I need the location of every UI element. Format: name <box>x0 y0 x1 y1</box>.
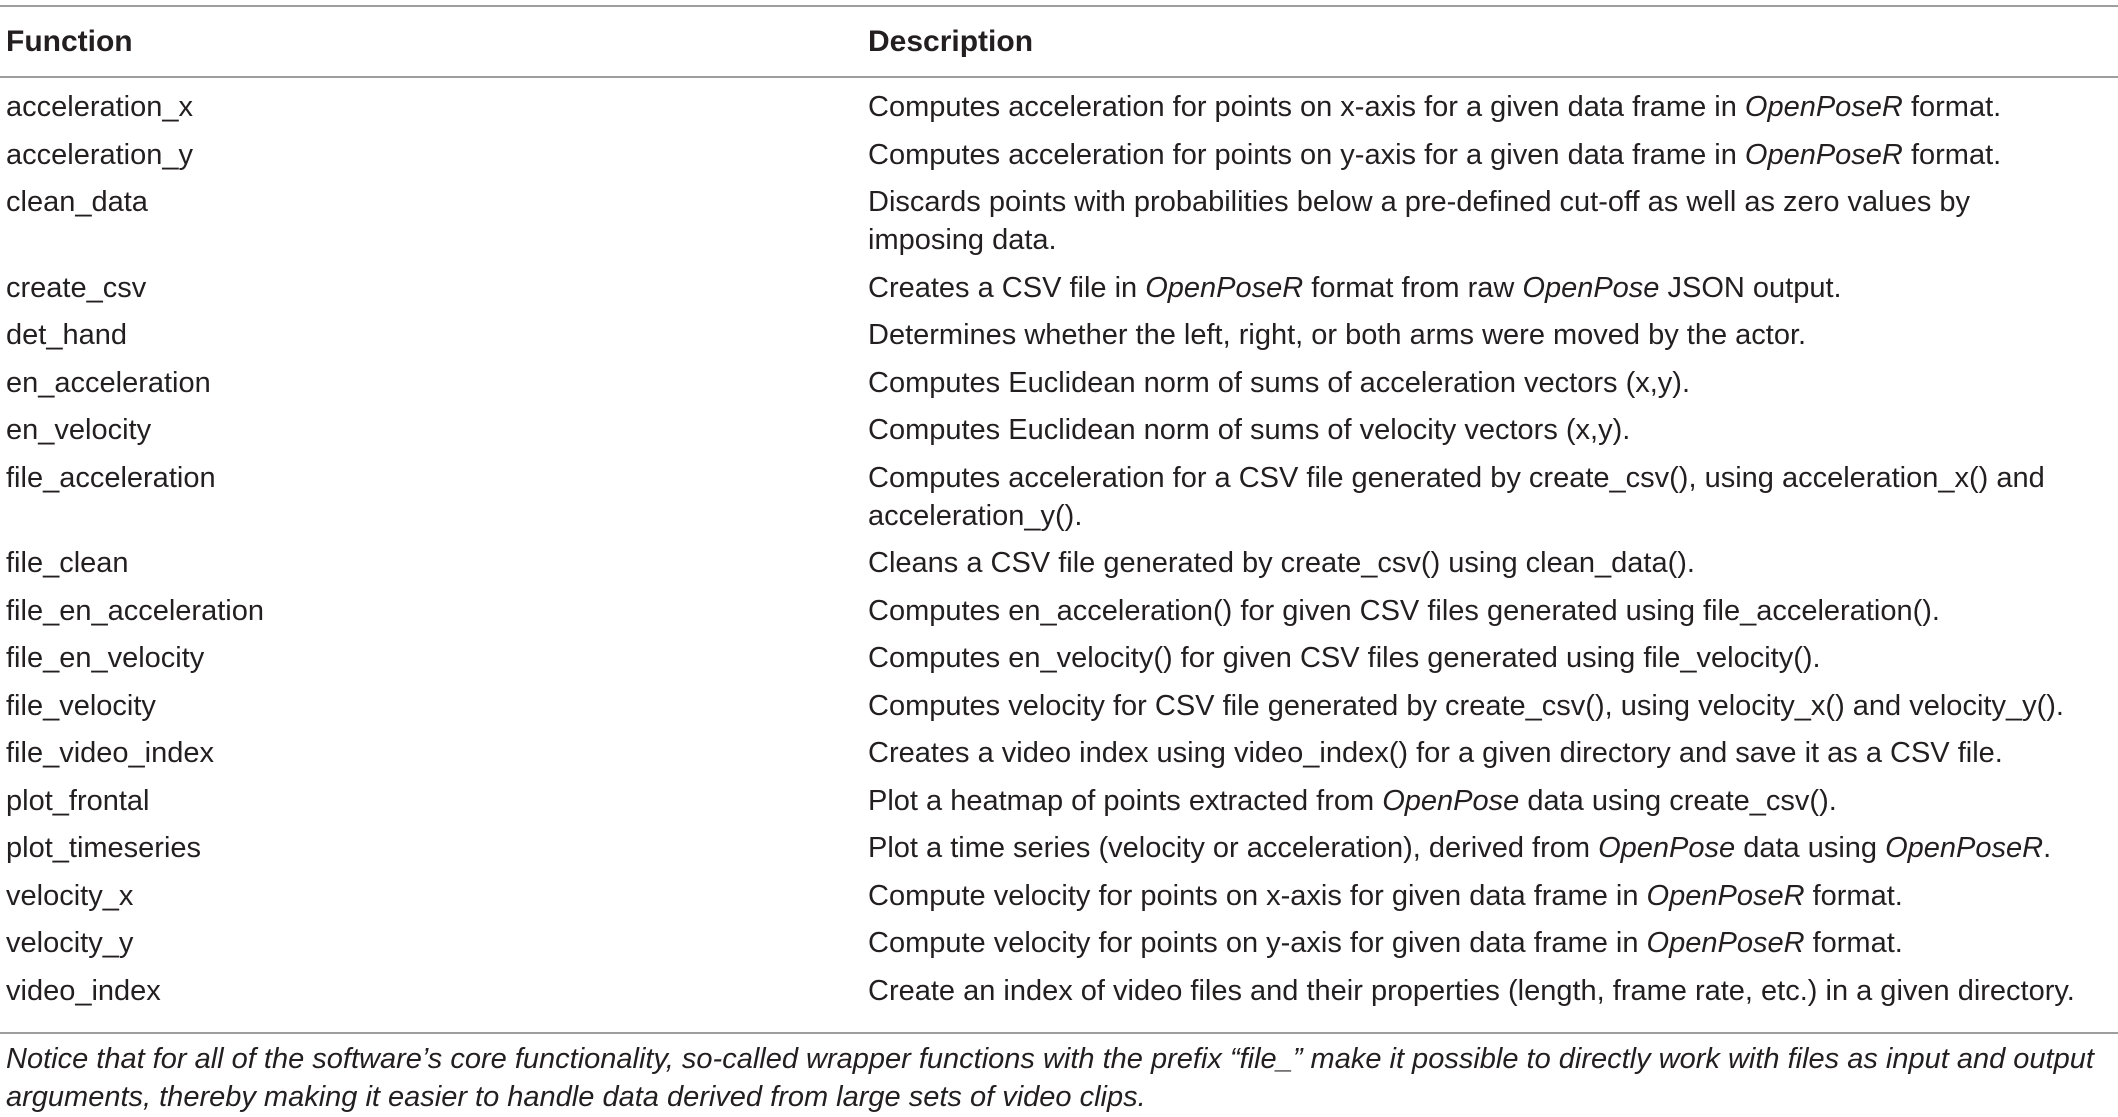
software-name: OpenPoseR <box>1646 879 1805 912</box>
table-row <box>0 877 2118 915</box>
description-cell <box>868 316 2088 354</box>
table-row <box>0 316 2118 354</box>
table-row <box>0 639 2118 677</box>
function-name-cell: plot_frontal <box>6 784 150 817</box>
description-text: Determines whether the left, right, or both arms were moved by the actor. <box>868 319 1807 351</box>
table-row <box>0 136 2118 174</box>
table-row <box>0 183 2118 259</box>
description-text: Creates a CSV file in <box>868 271 1146 304</box>
description-cell <box>868 183 2088 259</box>
description-cell <box>868 136 2088 174</box>
description-text: Computes velocity for CSV file generated by create_csv(), using velocity_x() and velocity_y(). <box>868 689 2064 722</box>
description-text: format from raw <box>1303 271 1523 304</box>
function-name-cell: file_velocity <box>6 689 156 722</box>
function-name-cell: file_clean <box>6 547 129 579</box>
description-text: Discards points with probabilities below a pre-defined cut-off as well as zero values by imposing data. <box>868 186 1971 256</box>
function-name-cell: det_hand <box>6 319 127 351</box>
description-text: Computes acceleration for points on x-axis for a given data frame in <box>868 91 1745 123</box>
table-row <box>0 592 2118 630</box>
description-text: data using create_csv(). <box>1519 784 1837 817</box>
description-cell <box>868 364 2088 402</box>
table-row <box>0 544 2118 582</box>
description-cell <box>868 459 2088 535</box>
software-name: OpenPoseR <box>1145 271 1304 304</box>
table-row <box>0 269 2118 307</box>
description-cell <box>868 734 2088 772</box>
table-row <box>0 972 2118 1010</box>
table-row <box>0 411 2118 449</box>
table-row <box>0 364 2118 402</box>
description-text: format. <box>1902 91 2002 123</box>
description-text: Compute velocity for points on x-axis for given data frame in <box>868 879 1647 912</box>
function-name-cell: en_velocity <box>6 414 152 446</box>
description-text: Computes en_acceleration() for given CSV files generated using file_acceleration(). <box>868 594 1940 627</box>
function-name-cell: file_en_velocity <box>6 642 205 674</box>
table-row <box>0 459 2118 535</box>
description-text: Plot a time series (velocity or acceleration), derived from <box>868 832 1599 864</box>
description-text: Creates a video index using video_index() for a given directory and save it as a CSV file. <box>868 737 2003 769</box>
description-text: data using <box>1735 832 1886 864</box>
table-top-rule <box>0 5 2118 7</box>
function-name-cell: clean_data <box>6 186 148 218</box>
function-name-cell: file_en_acceleration <box>6 594 264 627</box>
description-text: Computes acceleration for points on y-axis for a given data frame in <box>868 138 1745 171</box>
table-row <box>0 687 2118 725</box>
function-name-cell: acceleration_x <box>6 91 193 123</box>
description-cell <box>868 972 2088 1010</box>
description-cell <box>868 544 2088 582</box>
table-bottom-rule <box>0 1032 2118 1034</box>
function-name-cell: velocity_y <box>6 927 134 959</box>
description-cell <box>868 924 2088 962</box>
software-name: OpenPose <box>1598 832 1736 864</box>
table-header-row <box>0 20 2118 64</box>
description-cell <box>868 411 2088 449</box>
table-row <box>0 734 2118 772</box>
table-footnote: Notice that for all of the software’s core functionality, so-called wrapper functions with the prefix “file_” make it possible to directly work with files as input and output arguments, thereby making it easier to handle data derived from large sets of video clips. <box>6 1043 2094 1113</box>
description-text: Plot a heatmap of points extracted from <box>868 784 1383 817</box>
description-cell <box>868 829 2088 867</box>
description-cell <box>868 639 2088 677</box>
function-name-cell: video_index <box>6 974 161 1007</box>
table-row <box>0 829 2118 867</box>
software-name: OpenPose <box>1382 784 1520 817</box>
function-name-cell: en_acceleration <box>6 366 211 399</box>
function-name-cell: create_csv <box>6 271 147 304</box>
table-body <box>0 88 2118 1019</box>
description-text: Computes Euclidean norm of sums of velocity vectors (x,y). <box>868 414 1631 446</box>
description-text: format. <box>1902 138 2002 171</box>
table-row <box>0 782 2118 820</box>
description-text: Computes Euclidean norm of sums of acceleration vectors (x,y). <box>868 366 1690 399</box>
header-description: Description <box>868 25 1034 58</box>
table-header-rule <box>0 76 2118 78</box>
description-text: format. <box>1804 927 1903 959</box>
description-cell <box>868 269 2088 307</box>
table-row <box>0 924 2118 962</box>
table-row <box>0 88 2118 126</box>
function-name-cell: file_acceleration <box>6 461 216 494</box>
header-function: Function <box>6 25 133 58</box>
description-text: JSON output. <box>1659 271 1842 304</box>
description-text: Create an index of video files and their properties (length, frame rate, etc.) in a given directory. <box>868 974 2075 1007</box>
software-name: OpenPoseR <box>1744 91 1903 123</box>
software-name: OpenPoseR <box>1744 138 1903 171</box>
software-name: OpenPoseR <box>1885 832 2044 864</box>
description-text: Cleans a CSV file generated by create_csv() using clean_data(). <box>868 547 1695 579</box>
description-text: Computes acceleration for a CSV file generated by create_csv(), using acceleration_x() and acceleration_y(). <box>868 461 2045 532</box>
description-cell <box>868 782 2088 820</box>
function-name-cell: file_video_index <box>6 737 214 769</box>
function-name-cell: velocity_x <box>6 879 134 912</box>
description-text: . <box>2043 832 2052 864</box>
function-name-cell: acceleration_y <box>6 138 193 171</box>
description-text: format. <box>1804 879 1903 912</box>
description-text: Compute velocity for points on y-axis for given data frame in <box>868 927 1647 959</box>
software-name: OpenPoseR <box>1646 927 1805 959</box>
description-text: Computes en_velocity() for given CSV files generated using file_velocity(). <box>868 642 1821 674</box>
description-cell <box>868 592 2088 630</box>
description-cell <box>868 687 2088 725</box>
description-cell <box>868 88 2088 126</box>
software-name: OpenPose <box>1522 271 1660 304</box>
function-name-cell: plot_timeseries <box>6 832 202 864</box>
description-cell <box>868 877 2088 915</box>
